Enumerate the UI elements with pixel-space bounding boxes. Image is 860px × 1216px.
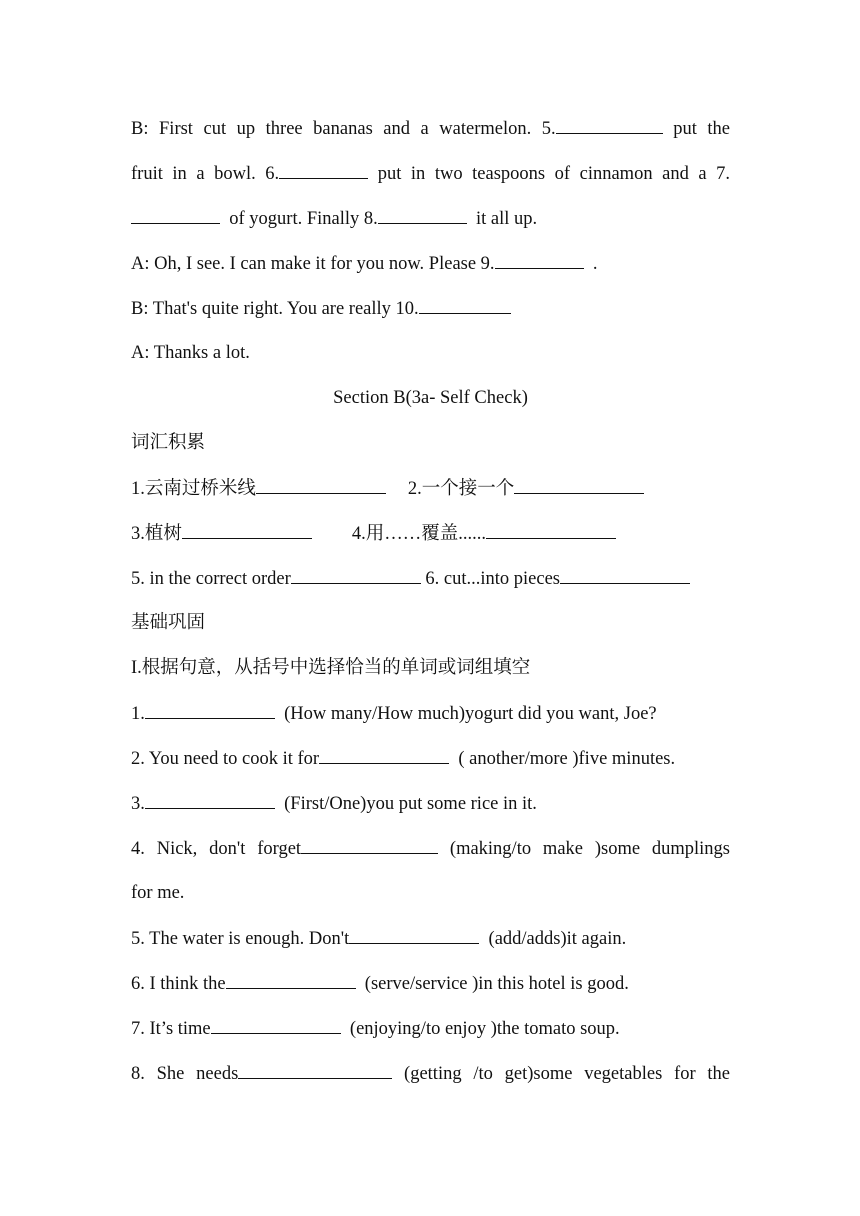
answer-blank-7[interactable]: [131, 206, 220, 224]
vocab-row-3: [131, 566, 730, 591]
question-text: 8. She needs: [131, 1064, 239, 1084]
question-8: [131, 1061, 730, 1086]
answer-blank-6[interactable]: [279, 161, 368, 179]
dialogue-text: of yogurt. Finally 8.: [229, 209, 378, 229]
basics-instruction: I.根据句意，从括号中选择恰当的单词或词组填空: [131, 658, 531, 678]
answer-blank-8[interactable]: [378, 206, 467, 224]
question-blank-1[interactable]: [145, 701, 275, 719]
answer-blank-9[interactable]: [495, 251, 584, 269]
question-7: [131, 1016, 730, 1041]
question-text: 3.: [131, 794, 145, 814]
dialogue-text: A: Oh, I see. I can make it for you now. Please 9.: [131, 254, 495, 274]
vocab-blank-3[interactable]: [182, 521, 312, 539]
question-4-continued: for me.: [131, 883, 185, 903]
question-text: (serve/service )in this hotel is good.: [364, 974, 629, 994]
dialogue-line-1: [131, 116, 730, 141]
vocab-item: 5. in the correct order: [131, 569, 291, 589]
question-5: [131, 926, 730, 951]
vocab-blank-5[interactable]: [291, 566, 421, 584]
vocab-heading: 词汇积累: [131, 433, 206, 453]
dialogue-text: put in two teaspoons of cinnamon and a 7.: [377, 164, 731, 184]
question-text: (add/adds)it again.: [488, 929, 627, 949]
dialogue-line-2: [131, 161, 730, 186]
question-text: (getting /to get)some vegetables for the: [404, 1064, 730, 1084]
question-text: 2. You need to cook it for: [131, 749, 320, 769]
vocab-item: 6. cut...into pieces: [425, 569, 560, 589]
question-blank-2[interactable]: [319, 746, 449, 764]
section-title: Section B(3a- Self Check): [333, 388, 528, 408]
dialogue-line-4: [131, 251, 730, 276]
question-text: (making/to make )some dumplings: [449, 839, 731, 859]
vocab-blank-6[interactable]: [560, 566, 690, 584]
question-text: 4. Nick, don't forget: [131, 839, 302, 859]
vocab-item: 2.一个接一个: [407, 479, 515, 499]
question-text: 1.: [131, 704, 145, 724]
question-text: 6. I think the: [131, 974, 226, 994]
question-blank-5[interactable]: [349, 926, 479, 944]
dialogue-text: .: [592, 254, 598, 274]
vocab-item: 3.植树: [131, 524, 182, 544]
question-blank-6[interactable]: [226, 971, 356, 989]
question-text: 5. The water is enough. Don't: [131, 929, 350, 949]
dialogue-text: it all up.: [476, 209, 538, 229]
vocab-blank-2[interactable]: [514, 476, 644, 494]
question-text: (How many/How much)yogurt did you want, Joe?: [284, 704, 657, 724]
question-text: ( another/more )five minutes.: [458, 749, 676, 769]
vocab-blank-1[interactable]: [256, 476, 386, 494]
question-text: (enjoying/to enjoy )the tomato soup.: [349, 1019, 620, 1039]
dialogue-text: B: That's quite right. You are really 10.: [131, 299, 419, 319]
vocab-blank-4[interactable]: [486, 521, 616, 539]
question-6: [131, 971, 730, 996]
question-2: [131, 746, 730, 771]
dialogue-line-3: [131, 206, 730, 231]
question-blank-8[interactable]: [238, 1061, 392, 1079]
vocab-item: 4.用……覆盖......: [351, 524, 487, 544]
dialogue-text: put the: [673, 119, 730, 139]
basics-heading: 基础巩固: [131, 613, 206, 633]
dialogue-text: B: First cut up three bananas and a watermelon. 5.: [131, 119, 556, 139]
question-4: [131, 836, 730, 861]
question-text: 7. It’s time: [131, 1019, 211, 1039]
question-blank-7[interactable]: [211, 1016, 341, 1034]
answer-blank-5[interactable]: [556, 116, 663, 134]
question-blank-3[interactable]: [145, 791, 275, 809]
dialogue-text: fruit in a bowl. 6.: [131, 164, 280, 184]
dialogue-line-6: [131, 341, 730, 365]
answer-blank-10[interactable]: [419, 296, 511, 314]
dialogue-line-5: [131, 296, 730, 321]
vocab-row-2: [131, 521, 730, 546]
dialogue-text: A: Thanks a lot.: [131, 343, 250, 363]
question-3: [131, 791, 730, 816]
question-blank-4[interactable]: [301, 836, 438, 854]
vocab-row-1: [131, 476, 730, 501]
question-text: (First/One)you put some rice in it.: [284, 794, 537, 814]
question-1: [131, 701, 730, 726]
vocab-item: 1.云南过桥米线: [131, 479, 256, 499]
